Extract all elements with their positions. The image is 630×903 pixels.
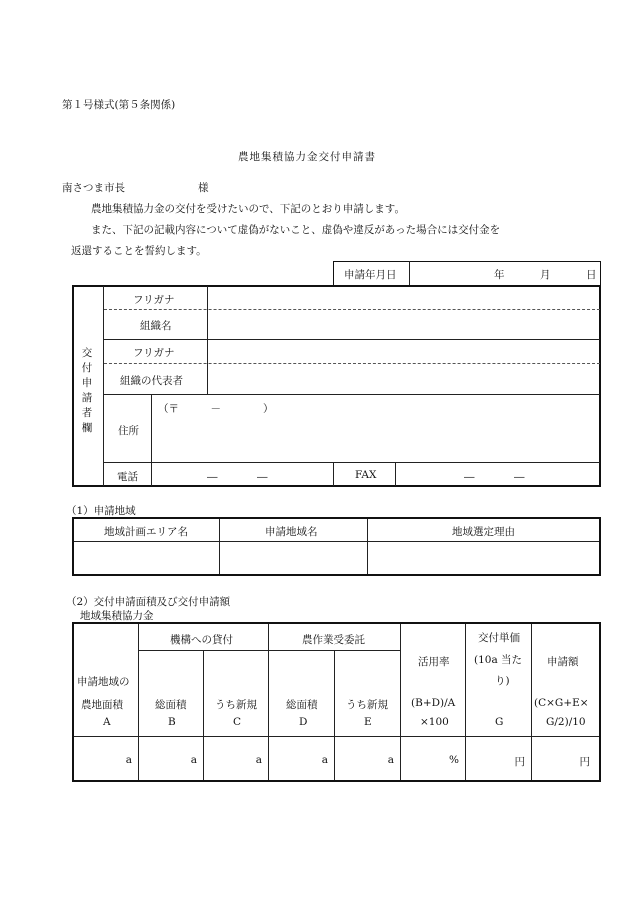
org-name-label: 組織名 [140,320,172,332]
date-label: 申請年月日 [344,269,397,281]
area-col-reason: 地域選定理由 [452,526,515,538]
col-amount-formula-2: G/2)/10 [546,716,586,728]
input-b[interactable]: a [190,754,197,766]
col-a-label-1: 申請地域の [77,676,130,688]
input-a[interactable]: a [125,754,132,766]
month-label: 月 [540,269,551,281]
furigana-field-2[interactable] [208,340,599,362]
col-d-symbol: D [299,716,308,728]
col-rate-label: 活用率 [418,656,450,668]
area-col-plan: 地域計画エリア名 [104,526,188,538]
input-amount[interactable]: 円 [579,756,590,768]
body-line-3: 返還することを誓約します。 [71,245,207,257]
col-unit-sub-1: (10a 当た [474,654,523,666]
day-label: 日 [586,269,597,281]
input-unit-price[interactable]: 円 [514,756,525,768]
col-rate-formula-1: (B+D)/A [411,697,456,709]
document-title: 農地集積協力金交付申請書 [238,151,376,163]
area-plan-field[interactable] [75,543,218,573]
col-e-symbol: E [364,716,372,728]
col-c-symbol: C [233,716,242,728]
group-nousagyou: 農作業受委託 [302,634,365,646]
applicant-side-label: 交 付 申 請 者 欄 [81,347,93,434]
col-rate-formula-2: ×100 [420,716,449,728]
input-c[interactable]: a [255,754,262,766]
org-name-field[interactable] [208,310,599,338]
honorific: 様 [198,182,209,194]
col-amount-formula-1: (C×G+E× [534,697,589,709]
year-label: 年 [494,269,505,281]
area-reason-field[interactable] [369,543,598,573]
input-rate[interactable]: % [449,754,459,766]
phone-field[interactable]: ― ― [207,471,270,483]
col-unit-symbol: G [495,716,504,728]
phone-label: 電話 [117,471,138,483]
col-amount-label: 申請額 [547,656,579,668]
furigana-label-2: フリガナ [133,347,175,359]
furigana-field-1[interactable] [208,287,599,308]
address-field[interactable] [152,395,599,461]
col-b-label: 総面積 [155,699,187,711]
group-kikou: 機構への貸付 [170,634,233,646]
postal-code: （〒 － ） [158,403,274,415]
col-unit-label: 交付単価 [478,632,520,644]
col-a-symbol: A [103,716,111,728]
body-line-1: 農地集積協力金の交付を受けたいので、下記のとおり申請します。 [91,203,405,215]
area-name-field[interactable] [221,543,366,573]
application-date-field[interactable] [412,262,598,285]
fax-label: FAX [355,469,377,481]
section-1-title: （1）申請地域 [66,505,136,517]
input-e[interactable]: a [387,754,394,766]
col-b-symbol: B [168,716,176,728]
form-number: 第１号様式(第５条関係) [62,99,176,111]
body-line-2: また、下記の記載内容について虚偽がないこと、虚偽や違反があった場合には交付金を [91,224,501,236]
col-e-label: うち新規 [346,699,388,711]
section-2-title: （2）交付申請面積及び交付申請額 [66,596,231,608]
address-label: 住所 [118,425,139,437]
col-a-label-2: 農地面積 [81,699,123,711]
furigana-label-1: フリガナ [133,294,175,306]
col-unit-sub-2: り) [495,675,510,687]
area-col-name: 申請地域名 [265,526,318,538]
col-d-label: 総面積 [286,699,318,711]
addressee: 南さつま市長 [62,182,125,194]
representative-label: 組織の代表者 [120,375,183,387]
section-2-subtitle: 地域集積協力金 [80,610,154,622]
fax-field[interactable]: ― ― [464,471,527,483]
col-c-label: うち新規 [215,699,257,711]
representative-field[interactable] [208,364,599,393]
input-d[interactable]: a [321,754,328,766]
